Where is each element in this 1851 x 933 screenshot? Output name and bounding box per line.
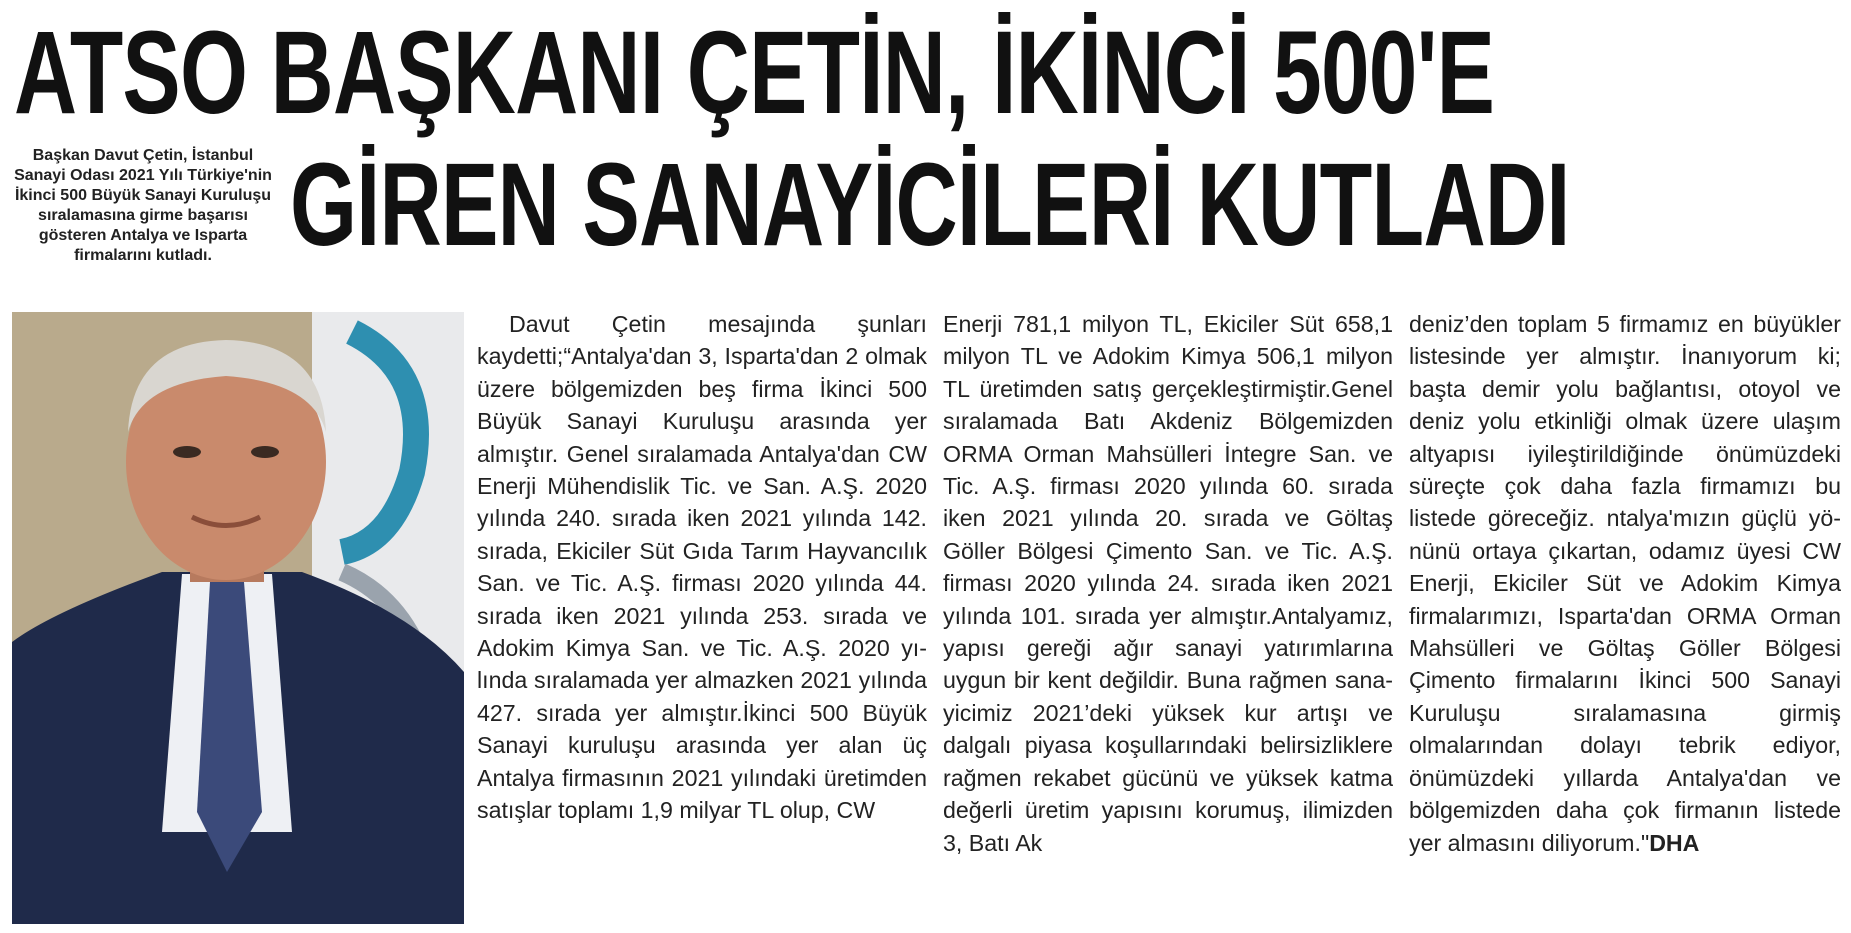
portrait-photo: [12, 312, 464, 924]
article-column-3: [1409, 308, 1841, 928]
deck-summary: Başkan Davut Çetin, İstanbul Sanayi Odası 2021 Yılı Türkiye'nin İkinci 500 Büyük Sanayi Kuruluşu sıralamasına girme başarısı gösteren Antalya ve Isparta firmalarını kutladı.: [14, 147, 272, 264]
headline-line-2: GİREN SANAYİCİLERİ KUTLADI: [290, 139, 1570, 271]
portrait-illustration: [12, 312, 464, 924]
article-column-3-text: deniz’den toplam 5 firmamız en büyükler listesinde yer almıştır. İnanıyorum ki; başta demir yolu bağlantısı, otoyol ve deniz yolu etkinliği olmak üzere ulaşım altyapısı iyileştirildiğinde önümüzdeki süreçte çok daha fazla firmamızı bu listede göreceğiz. ntalya'mızın güçlü yönünü ortaya çıkartan, odamız üyesi CW Enerji, Ekiciler Süt ve Adokim Kimya firmalarımızı, Isparta'dan ORMA Orman Mahsülleri ve Göltaş Göller Bölgesi Çimento firmalarını İkinci 500 Sanayi Kuruluşu sıralamasına girmiş olmalarından dolayı tebrik ediyor, önümüzdeki yıllarda Antalya'dan ve bölgemizden daha çok firmanın listede yer almasını diliyorum.": [1409, 311, 1841, 856]
headline-line-1: ATSO BAŞKANI ÇETİN, İKİNCİ 500'E: [14, 7, 1495, 139]
article-column-2: Enerji 781,1 milyon TL, Ekiciler Süt 658,1 milyon TL ve Adokim Kimya 506,1 milyon TL üretimden satış gerçekleştirmiştir.Genel sıralamada Batı Akdeniz Bölgemizden ORMA Orman Mahsülleri İntegre San. ve Tic. A.Ş. firması 2020 yılında 60. sırada iken 2021 yılında 20. sırada ve Göltaş Göller Bölgesi Çimento San. ve Tic. A.Ş. firması 2020 yılında 24. sırada iken 2021 yılında 101. sırada yer almıştır.Antalyamız, yapısı gereği ağır sanayi yatırımlarına uygun bir kent değildir. Buna rağmen sanayicimiz 2021’deki yüksek kur artışı ve dalgalı piyasa koşullarındaki belirsizliklere rağmen rekabet gücünü ve yüksek katma değerli üretim yapısını korumuş, ilimizden 3, Batı Ak: [943, 311, 1393, 856]
article-column-1: Davut Çetin mesajında şunları kaydetti;“Antalya'dan 3, Isparta'dan 2 olmak üzere bölgemizden beş firma İkinci 500 Büyük Sanayi Kuruluşu arasında yer almıştır. Genel sıralamada Antalya'dan CW Enerji Mühendislik Tic. ve San. A.Ş. 2020 yılında 240. sırada iken 2021 yılında 142. sırada, Ekiciler Süt Gıda Tarım Hayvancılık San. ve Tic. A.Ş. firması 2020 yılında 44. sırada iken 2021 yılında 253. sırada ve Adokim Kimya San. ve Tic. A.Ş. 2020 yılında sıralamada yer almazken 2021 yılında 427. sırada yer almıştır.İkinci 500 Büyük Sanayi kuruluşu arasında yer alan üç Antalya firmasının 2021 yılındaki üretimden satışlar toplamı 1,9 milyar TL olup, CW: [477, 311, 927, 824]
signoff-agency: DHA: [1649, 829, 1700, 856]
left-eye: [173, 446, 201, 458]
right-eye: [251, 446, 279, 458]
